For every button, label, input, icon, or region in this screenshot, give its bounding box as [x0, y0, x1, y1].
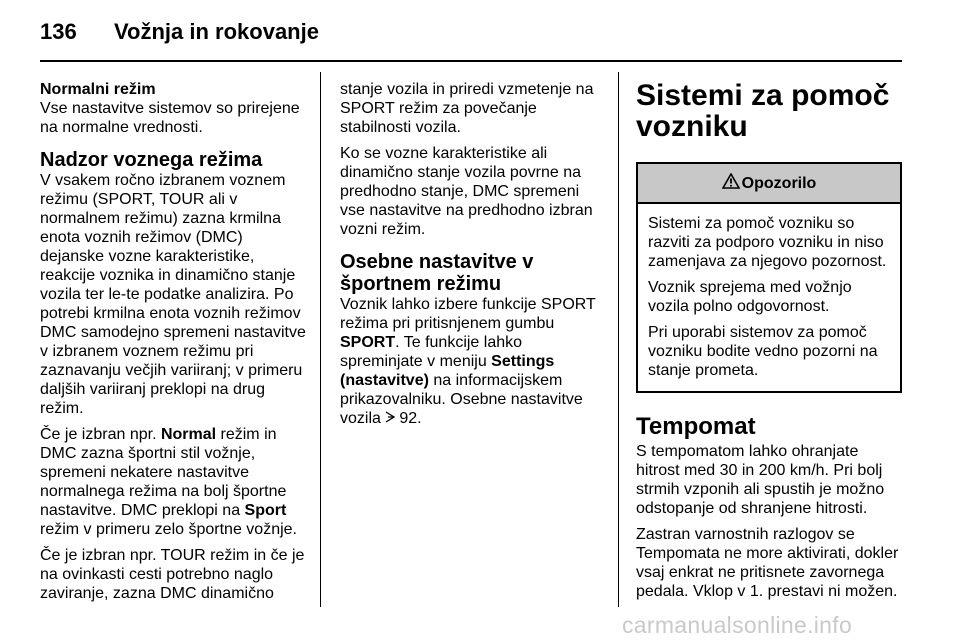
warning-triangle-icon [722, 173, 740, 194]
cruise-control-text-1: S tempomatom lahko ohranjate hitrost med 30 in 200 km/h. Pri bolj strmih vzponih ali spustih je možno odstopanje od shranjene hitrosti. [636, 443, 885, 517]
page-reference-link[interactable]: 92. [399, 410, 422, 427]
warning-text-2: Voznik sprejema med vožnjo vozila polno odgovornost. [648, 279, 852, 315]
section-heading: Sistemi za pomoč vozniku [636, 79, 890, 143]
warning-text-3: Pri uporabi sistemov za pomoč vozniku bodite vedno pozorni na stanje prometa. [648, 324, 878, 379]
sport-keyword: Sport [244, 502, 287, 519]
continued-paragraph: stanje vozila in priredi vzmetenje na SPORT režim za povečanje stabilnosti vozila. [340, 81, 594, 136]
personal-settings-paragraph: Voznik lahko izbere funkcije SPORT režima pri pritisnjenem gumbu SPORT. Te funkcije lahko spreminjate v meniju Settings (nastavitve) na informacijskem prikazovalniku. Osebne nastavitve vozila 92. [340, 296, 596, 427]
normal-mode-text: Vse nastavitve sistemov so prirejene na normalne vrednosti. [40, 100, 300, 136]
page-number: 136 [40, 19, 77, 44]
normal-example-paragraph: Če je izbran npr. Normal režim in DMC zazna športni stil vožnje, spremeni nekatere nastavitve normalnega režima na bolj športne nastavitve. DMC preklopi na Sport režim v primeru zelo športne vožnje. [40, 426, 297, 538]
page-header [40, 17, 904, 47]
warning-header [638, 164, 900, 204]
page-title: Vožnja in rokovanje [114, 19, 319, 44]
revert-paragraph: Ko se vozne karakteristike ali dinamično stanje vozila povrne na predhodno stanje, DMC spremeni vse nastavitve na predhodno izbran vozni režim. [340, 145, 593, 238]
adaptive-mode-text: V vsakem ročno izbranem voznem režimu (SPORT, TOUR ali v normalnem režimu) zazna krmilna enota voznih režimov (DMC) dejanske vozne karakteristike, reakcije voznika in dinamično stanje vozila ter le-te podatke analizira. Po potrebi krmilna enota voznih režimov DMC samodejno spremeni nastavitve v izbranem voznem režimu pri zaznavanju večjih variiranj; v primeru daljših variiranj preklopi na drug režim. [40, 172, 306, 417]
warning-body [638, 204, 900, 391]
personal-settings-heading: Osebne nastavitve v športnem režimu [340, 251, 534, 295]
warning-title: Opozorilo [741, 174, 817, 192]
warning-text-1: Sistemi za pomoč vozniku so razviti za podporo vozniku in niso zamenjava za njegovo pozornost. [648, 215, 887, 270]
column-2 [340, 80, 602, 435]
column-1 [40, 80, 310, 610]
warning-box [636, 162, 902, 393]
column-3 [636, 80, 902, 608]
normal-keyword: Normal [160, 426, 217, 443]
normal-mode-heading: Normalni režim [40, 81, 156, 98]
tour-example-paragraph: Če je izbran npr. TOUR režim in če je na ovinkasti cesti potrebno naglo zaviranje, zazna DMC dinamično [40, 547, 305, 602]
page-reference-arrow-icon [385, 409, 399, 428]
sport-button-label: SPORT [340, 334, 396, 351]
settings-menu-label: Settings (nastavitve) [340, 353, 555, 389]
header-rule [40, 60, 902, 62]
cruise-control-heading: Tempomat [636, 413, 756, 440]
column-divider-2 [618, 72, 619, 607]
cruise-control-text-2: Zastran varnostnih razlogov se Tempomata ne more aktivirati, dokler vsaj enkrat ne pritisnete zavornega pedala. Vklop v 1. prestavi ni možen. [636, 526, 899, 600]
adaptive-mode-heading: Nadzor voznega režima [40, 149, 263, 171]
watermark: carmanualsonline.info [622, 612, 853, 638]
column-divider-1 [320, 72, 321, 607]
